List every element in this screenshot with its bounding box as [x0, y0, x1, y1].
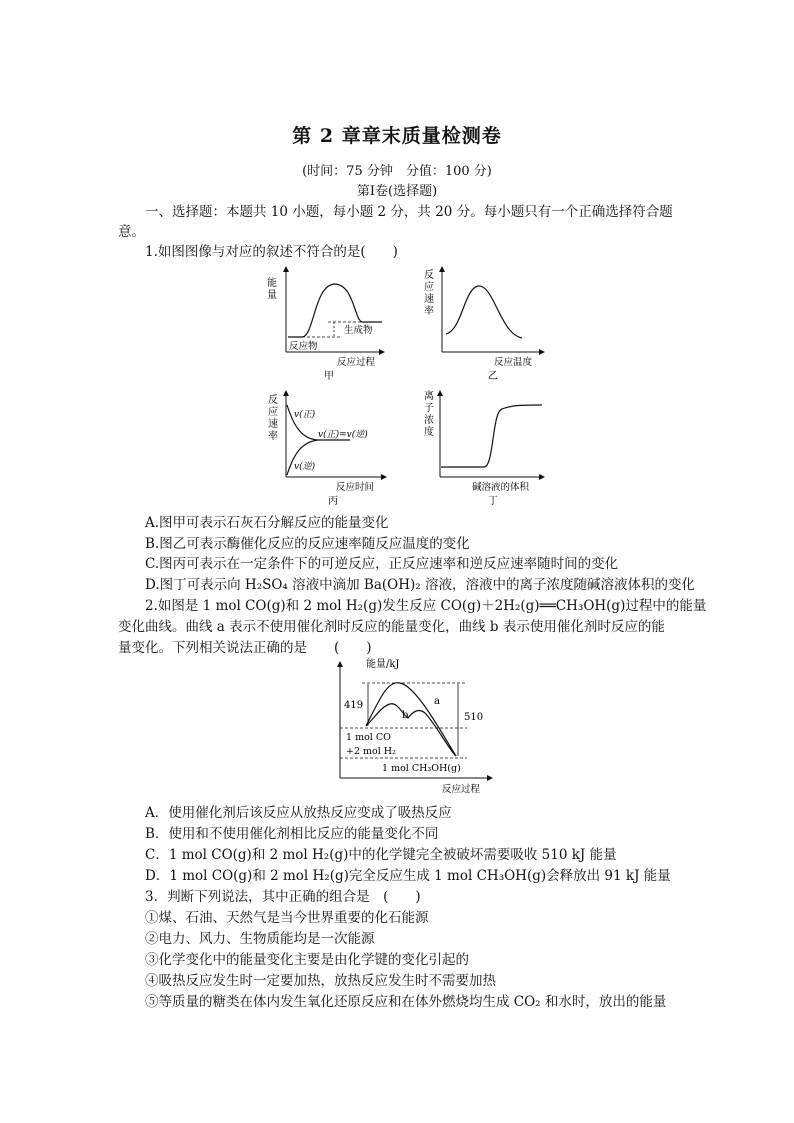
x-label: 反应过程	[442, 784, 481, 795]
section-heading: 第Ⅰ卷(选择题)	[356, 184, 438, 199]
q1-option-d: D.图丁可表示向 H₂SO₄ 溶液中滴加 Ba(OH)₂ 溶液，溶液中的离子浓度随碱溶液体积的变化	[145, 577, 695, 593]
y-label-3: 浓	[424, 415, 434, 426]
q1-option-a: A.图甲可表示石灰石分解反应的能量变化	[145, 515, 389, 531]
product-label: 1 mol CH₃OH(g)	[382, 763, 461, 774]
figure-bing	[262, 387, 402, 507]
reactant-label-1: 1 mol CO	[346, 732, 391, 743]
page-title: 第 2 章章末质量检测卷	[292, 125, 502, 147]
y-label-2: 子	[424, 403, 434, 414]
instruction-line: 意。	[118, 224, 145, 240]
y-label-2: 应	[268, 407, 278, 418]
q2-option-b: B．使用和不使用催化剂相比反应的能量变化不同	[145, 826, 439, 842]
q3-item: ③化学变化中的能量变化主要是由化学键的变化引起的	[145, 952, 469, 968]
figure-q2-energy	[332, 658, 502, 796]
q1-option-c: C.图丙可表示在一定条件下的可逆反应，正反应速率和逆反应速率随时间的变化	[145, 556, 619, 572]
q3-stem: 3．判断下列说法，其中正确的组合是 ( )	[145, 889, 421, 905]
caption: 丁	[488, 496, 498, 507]
product-label: 生成物	[344, 325, 373, 336]
q2-stem-line: 变化曲线。曲线 a 表示不使用催化剂时反应的能量变化，曲线 b 表示使用催化剂时反应的能	[118, 619, 665, 635]
y-label-3: 速	[268, 419, 278, 430]
q3-item: ①煤、石油、天然气是当今世界重要的化石能源	[145, 910, 429, 926]
figure-ding	[418, 387, 548, 507]
q2-option-d: D．1 mol CO(g)和 2 mol H₂(g)完全反应生成 1 mol CH₃OH(g)会释放出 91 kJ 能量	[145, 868, 671, 884]
y-label: 能量/kJ	[366, 659, 400, 670]
caption: 丙	[328, 496, 338, 507]
figure-jia	[262, 264, 387, 382]
label-510: 510	[464, 712, 484, 723]
y-label-1: 离	[424, 391, 434, 402]
q2-stem-line: 2.如图是 1 mol CO(g)和 2 mol H₂(g)发生反应 CO(g)＋2H₂(g)══CH₃OH(g)过程中的能量	[145, 598, 707, 614]
y-label-1: 反	[268, 395, 278, 406]
x-label: 反应过程	[337, 357, 376, 368]
y-label-4: 率	[268, 431, 278, 442]
rate-curve	[446, 286, 522, 338]
y-label-1: 能	[267, 278, 277, 289]
v-equal-label: v(正)=v(逆)	[318, 430, 368, 440]
q2-option-a: A．使用催化剂后该反应从放热反应变成了吸热反应	[145, 805, 452, 821]
curve-b-label: b	[402, 710, 409, 721]
curve-a	[366, 683, 456, 756]
q1-option-b: B.图乙可表示酶催化反应的反应速率随反应温度的变化	[145, 536, 470, 552]
q2-stem-line: 量变化。下列相关说法正确的是 ( )	[118, 640, 372, 656]
q1-stem: 1.如图图像与对应的叙述不符合的是( )	[145, 244, 398, 260]
label-419: 419	[344, 700, 364, 711]
y-label-3: 速	[424, 294, 434, 305]
figure-yi	[418, 264, 548, 382]
v-reverse-label: v(逆)	[294, 462, 316, 472]
y-label-1: 反	[424, 270, 434, 281]
caption: 甲	[324, 371, 334, 382]
x-label: 碱溶液的体积	[472, 482, 530, 493]
ion-concentration-curve	[441, 405, 542, 467]
caption: 乙	[488, 371, 498, 382]
y-label-4: 度	[424, 427, 434, 438]
curve-a-label: a	[434, 696, 440, 707]
x-label: 反应时间	[336, 482, 375, 493]
y-label-4: 率	[424, 306, 434, 317]
x-label: 反应温度	[494, 357, 533, 368]
v-forward-label: v(正)	[294, 410, 316, 420]
q3-item: ④吸热反应发生时一定要加热，放热反应发生时不需要加热	[145, 973, 496, 989]
exam-info: (时间：75 分钟 分值：100 分)	[302, 164, 492, 179]
reactant-label-2: +2 mol H₂	[346, 746, 396, 757]
q3-item: ②电力、风力、生物质能均是一次能源	[145, 931, 375, 947]
instruction-line: 一、选择题：本题共 10 小题，每小题 2 分，共 20 分。每小题只有一个正确选择符合题	[145, 204, 673, 220]
y-label-2: 量	[267, 290, 277, 301]
q3-item: ⑤等质量的糖类在体内发生氧化还原反应和在体外燃烧均生成 CO₂ 和水时，放出的能量	[145, 994, 667, 1010]
q2-option-c: C．1 mol CO(g)和 2 mol H₂(g)中的化学键完全被破坏需要吸收 510 kJ 能量	[145, 847, 617, 863]
reactant-label: 反应物	[289, 341, 318, 352]
y-label-2: 应	[424, 282, 434, 293]
